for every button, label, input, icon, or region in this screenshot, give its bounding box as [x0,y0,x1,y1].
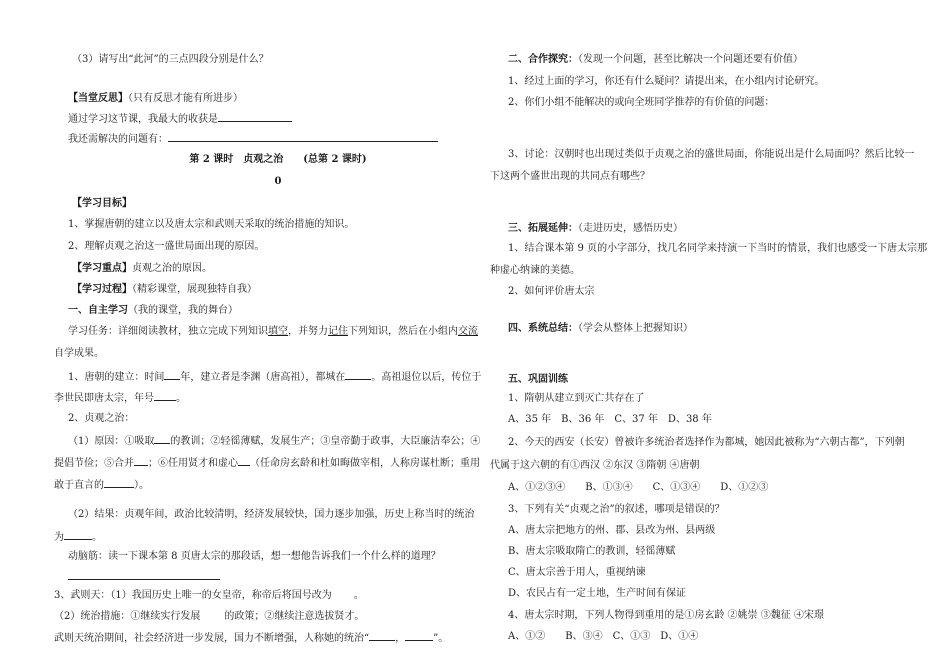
era-name-blank[interactable] [154,390,176,401]
task-line-2: 自学成果。 [54,348,104,359]
reflection-gain-text: 通过学习这节课，我最大的收获是 [68,114,218,125]
reflection-questions-text: 我还需解决的问题有： [68,134,168,145]
section-1-heading [68,304,238,318]
reflection-label: 【当堂反思】 [68,93,128,104]
task-keyword-fill: 填空 [268,326,288,337]
section-5-heading: 五、巩固训练 [508,374,568,385]
causes-text-a: （1）原因：①吸取 [68,436,155,447]
task-text-a: 学习任务：详细阅读教材，独立完成下列知识 [68,326,268,337]
section-1-note: （我的课堂，我的舞台） [128,305,238,316]
section-4-heading [508,322,693,336]
section-3-note: （走进历史，感悟历史） [578,223,683,234]
praise-blank-2[interactable] [405,630,433,641]
goal-2: 2、理解贞观之治这一盛世局面出现的原因。 [68,241,265,252]
key-point-text: 贞观之治的原因。 [132,263,212,274]
tang-founding [68,369,481,385]
tang-text-d: 李世民即唐太宗，年号 [54,393,154,404]
section-2-item-2: 2、你们小组不能解决的或向全班同学推荐的有价值的问题： [508,97,775,108]
section-2-item-3: 3、讨论：汉朝时也出现过类似于贞观之治的盛世局面，你能说出是什么局面吗？然后比较一 [508,149,915,160]
task-keyword-exchange: 交流 [458,326,478,337]
tang-text-a: 1、唐朝的建立：时间 [68,372,165,383]
think-answer-line [68,569,220,585]
reflection-gain [68,111,292,127]
zhenguan-result-2 [54,529,102,545]
wuzetian-3 [54,630,448,646]
lesson-title-line2: 0 [274,176,282,187]
wzt-text-c: （2）统治措施：①继续实行发展 [54,611,201,622]
exercise-3: 3、下列有关“贞观之治”的叙述，哪项是错误的？ [508,504,725,515]
section-3-label: 三、拓展延伸： [508,223,578,234]
section-2-label: 二、合作探究： [508,54,578,65]
causes-text-c: 提倡节俭；⑤合并 [54,458,134,469]
exercise-3-option-d[interactable]: D、农民占有一定土地，生产时间有保证 [508,588,687,599]
result-text-a: 为 [54,532,64,543]
tang-text-e: 。 [176,393,186,404]
lesson-blank[interactable] [154,433,170,444]
dynasty-name-blank[interactable] [332,588,354,598]
think-blank[interactable] [68,569,220,580]
zhenguan-causes-3 [54,477,149,493]
exercise-4: 4、唐太宗时期，下列人物得到重用的是①房玄龄 ②姚崇 ③魏征 ④宋璟 [508,610,824,621]
tang-text-b: 年，建立者是李渊（唐高祖），都城在 [180,372,346,383]
zhenguan-causes [68,433,480,449]
section-2-heading [508,53,803,67]
question-3-text: （3）请写出“此河”的三点四段分别是什么？ [72,54,269,65]
wuzetian-1 [54,588,364,603]
merge-blank[interactable] [134,455,148,466]
zhenguan-result: （2）结果：贞观年间，政治比较清明，经济发展较快，国力逐步加强，历史上称当时的统治 [68,509,475,520]
wzt-text-g: ”。 [433,633,449,644]
gain-blank[interactable] [218,111,292,122]
praise-blank-1[interactable] [369,630,395,641]
causes-text-g: ）。 [134,480,149,491]
advice-blank[interactable] [238,455,250,466]
lesson-title: 第 2 课时 贞观之治 (总第 2 课时) [189,154,367,165]
section-4-label: 四、系统总结： [508,323,578,334]
key-point [72,262,212,276]
exercise-4-options[interactable]: A、①② B、③④ C、①③ D、①④ [508,631,699,642]
result-text-b: 。 [92,532,102,543]
zhenguan-causes-2 [54,455,480,471]
exercise-2-options[interactable]: A、①②③④ B、①③④ C、①③④ D、①②③ [508,482,769,493]
zhenguan-heading: 2、贞观之治： [68,413,135,424]
minister-blank[interactable] [104,477,134,488]
process-label: 【学习过程】 [72,284,132,295]
reflection-heading [68,92,243,106]
questions-blank[interactable] [168,131,438,142]
task-text-c: 下列知识，然后在小组内 [348,326,458,337]
section-4-note: （学会从整体上把握知识） [578,323,693,334]
section-3-item-1: 1、结合课本第 9 页的小字部分，找几名同学来持演一下当时的情景，我们也感受一下唐太宗那 [508,243,928,254]
task-line [68,325,478,339]
section-3-item-2: 2、如何评价唐太宗 [508,286,595,297]
wuzetian-2 [54,609,364,624]
wzt-text-b: 。 [353,590,364,601]
exercise-2-cont: 代属于这六朝的有①西汉 ②东汉 ③隋朝 ④唐朝 [490,460,700,471]
goals-heading: 【学习目标】 [72,198,132,209]
reflection-questions [68,131,438,147]
wzt-text-f: ， [395,633,406,644]
task-text-b: ，并努力 [288,326,328,337]
section-2-item-1: 1、经过上面的学习，你还有什么疑问？请提出来，在小组内讨论研究。 [508,76,825,87]
section-3-item-1-cont: 种虚心纳谏的美德。 [490,265,580,276]
capital-blank[interactable] [345,369,371,380]
task-keyword-remember: 记住 [328,326,348,337]
wzt-text-d: 的政策；②继续注意选拔贤才。 [224,611,365,622]
section-2-item-3-cont: 下这两个盛世出现的共同点有哪些？ [490,171,650,182]
reflection-note: （只有反思才能有所进步） [128,93,243,104]
key-point-label: 【学习重点】 [72,263,132,274]
tang-text-c: 。高祖退位以后，传位于 [371,372,482,383]
causes-text-d: ；⑥任用贤才和虚心 [148,458,238,469]
exercise-2: 2、今天的西安（长安）曾被许多统治者选择作为都城，她因此被称为“六朝古都”，下列朝 [508,437,905,448]
goal-1: 1、掌握唐朝的建立以及唐太宗和武则天采取的统治措施的知识。 [68,219,355,230]
causes-text-b: 的教训；②轻徭薄赋，发展生产；③皇帝勤于政事，大臣廉洁奉公；④ [170,436,481,447]
policy-blank[interactable] [200,609,224,619]
exercise-3-option-c[interactable]: C、唐太宗善于用人，重视纳谏 [508,567,646,578]
causes-text-e: （任命房玄龄和杜如晦做宰相，人称房谋杜断；重用 [250,458,480,469]
section-1-label: 一、自主学习 [68,305,128,316]
causes-text-f: 敢于直言的 [54,480,104,491]
exercise-1-options[interactable]: A、35 年 B、36 年 C、37 年 D、38 年 [508,414,712,425]
year-blank[interactable] [164,369,180,380]
exercise-3-option-a[interactable]: A、唐太宗把地方的州、郡、县改为州、县两级 [508,525,716,536]
tang-founding-2 [54,390,186,406]
process-heading [72,283,257,297]
think-question: 动脑筋：读一下课本第 8 页唐太宗的那段话，想一想他告诉我们一个什么样的道理？ [68,551,441,562]
reign-name-blank[interactable] [64,529,92,540]
wzt-text-a: 3、武则天：（1）我国历史上唯一的女皇帝，称帝后将国号改为 [54,590,332,601]
exercise-1: 1、隋朝从建立到灭亡共存在了 [508,393,645,404]
wzt-text-e: 武则天统治期间，社会经济进一步发展，国力不断增强，人称她的统治“ [54,633,370,644]
exercise-3-option-b[interactable]: B、唐太宗吸取隋亡的教训，轻徭薄赋 [508,546,676,557]
process-note: （精彩课堂，展现独特自我） [132,284,257,295]
section-2-note: （发现一个问题，甚至比解决一个问题还要有价值） [578,54,803,65]
section-3-heading [508,222,683,236]
